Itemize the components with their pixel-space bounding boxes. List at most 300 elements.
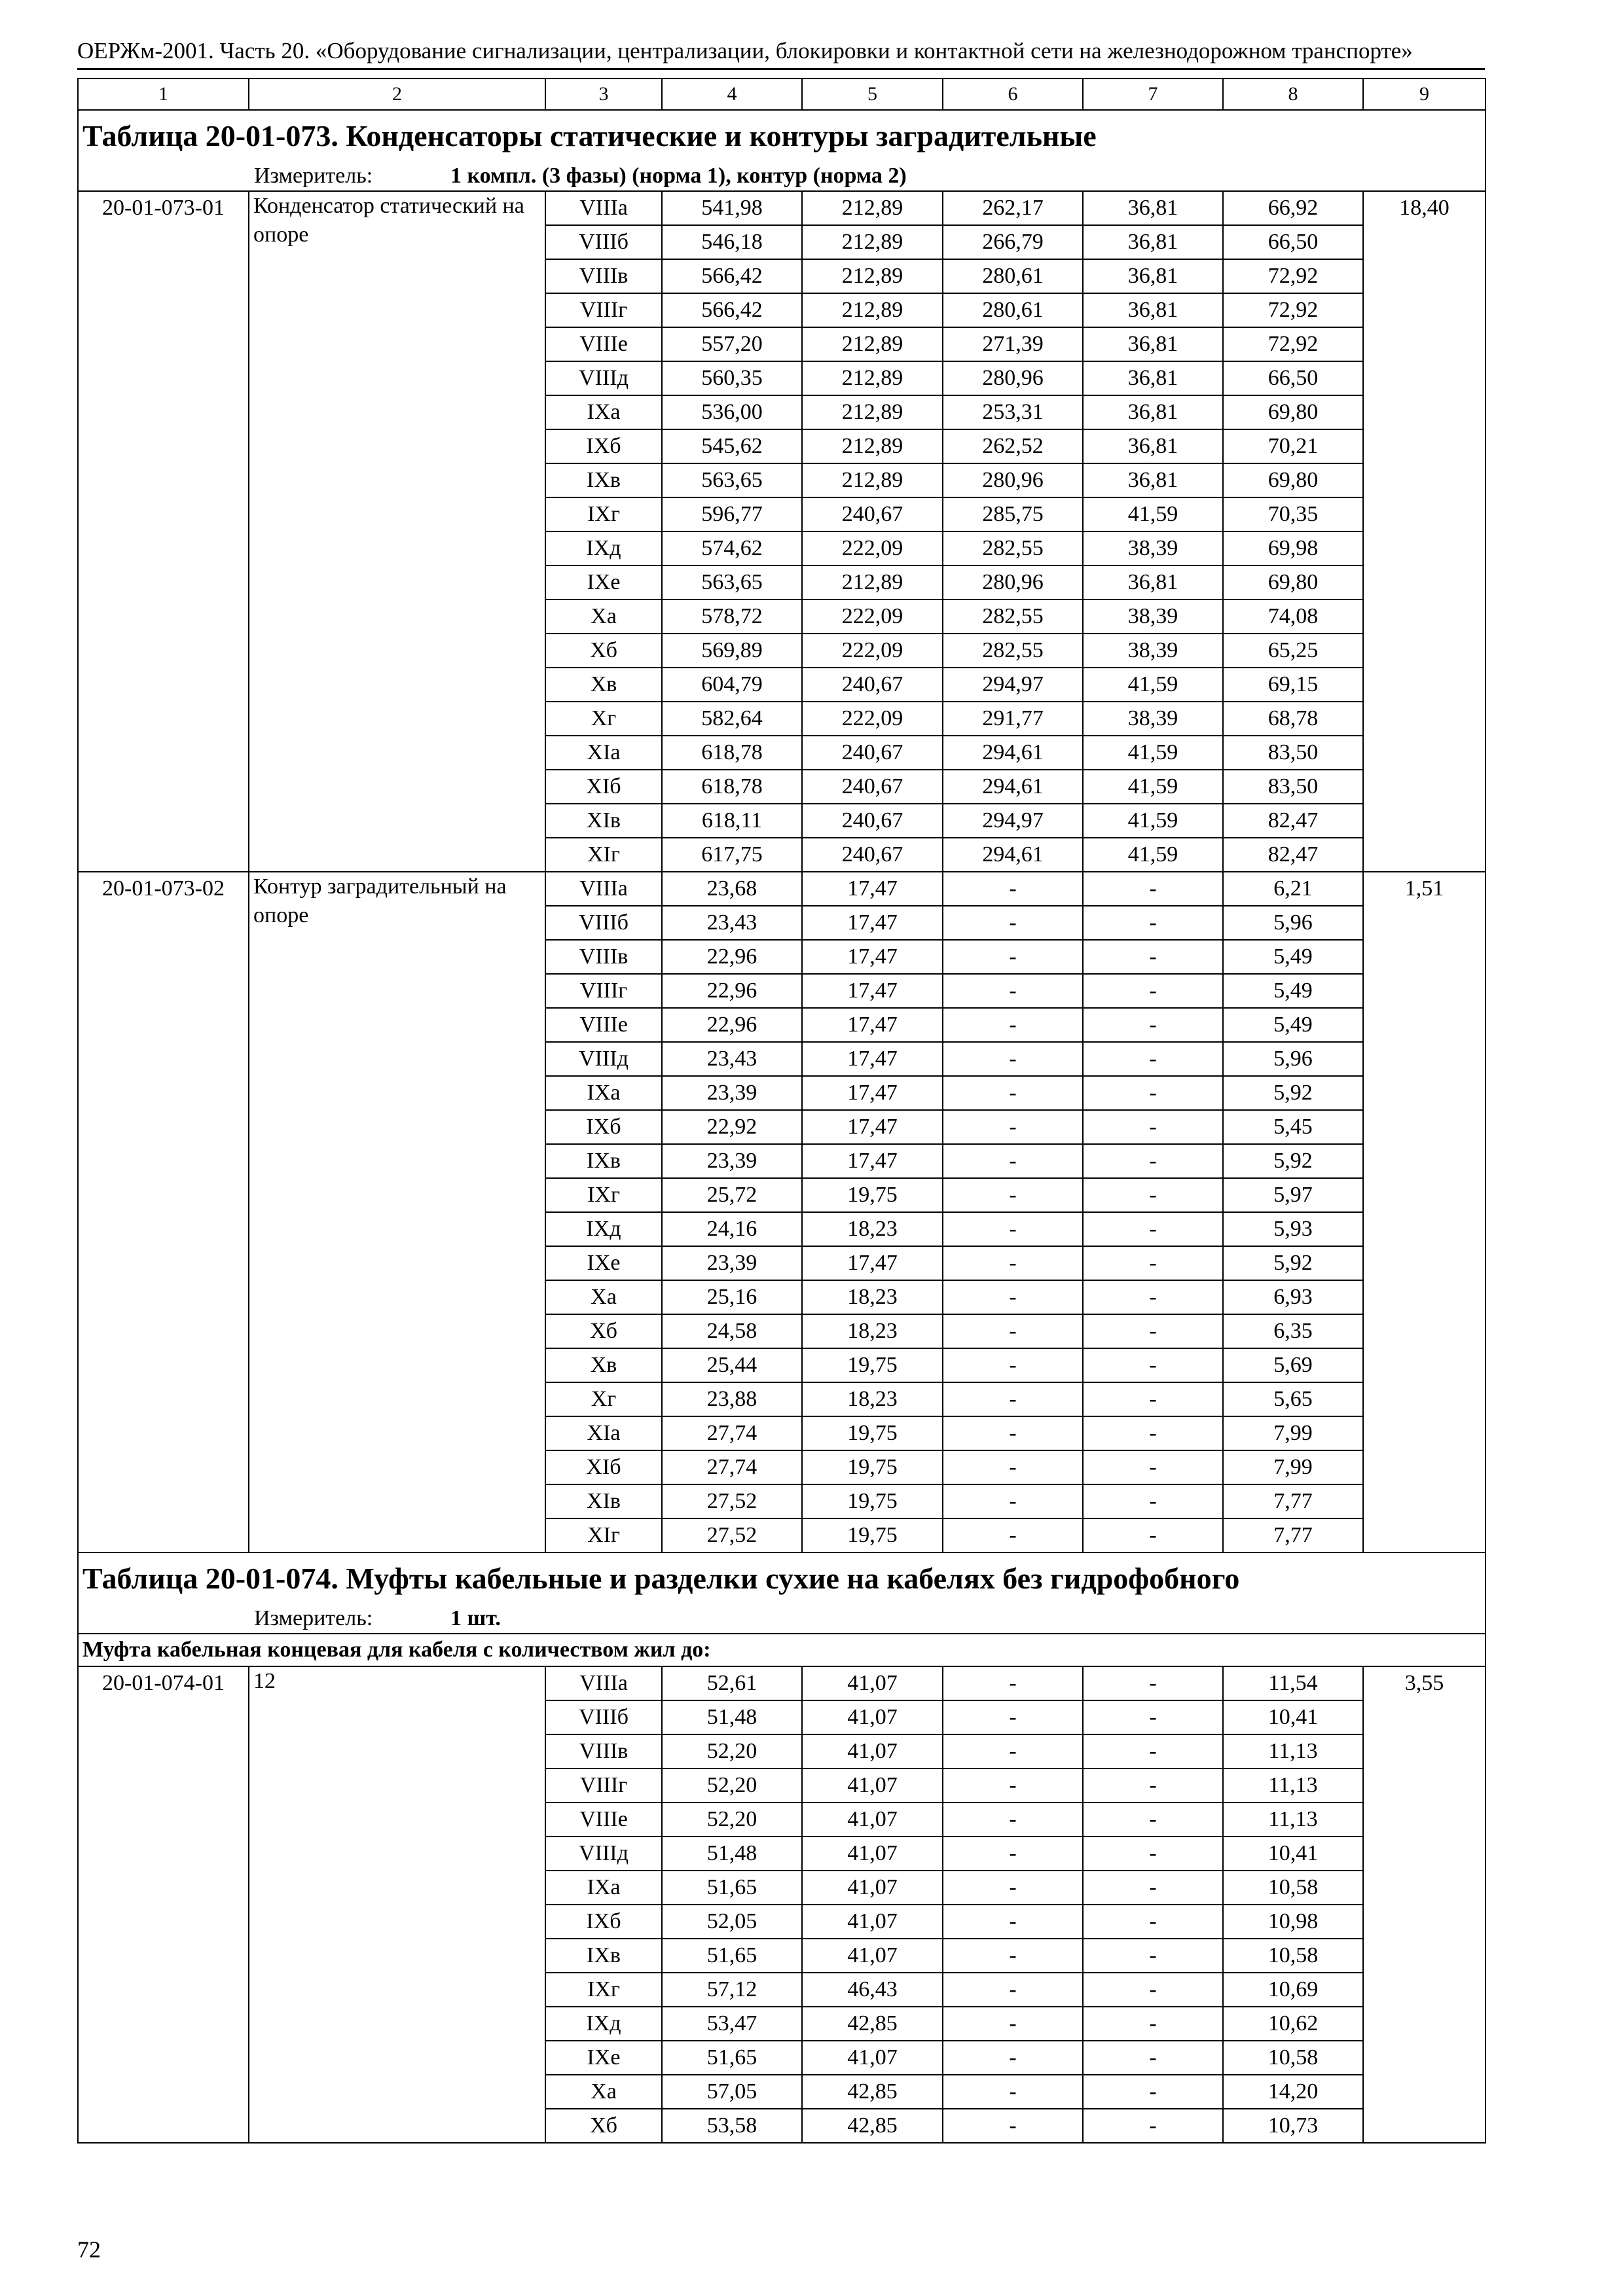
price-value: 17,47 [802, 1076, 943, 1110]
price-value: 24,58 [662, 1314, 802, 1348]
price-value: - [1083, 2109, 1223, 2143]
price-value: 42,85 [802, 2109, 943, 2143]
price-value: 569,89 [662, 634, 802, 668]
table-row [78, 872, 1486, 906]
price-value: - [943, 1314, 1083, 1348]
price-value: 17,47 [802, 1246, 943, 1280]
price-table [77, 78, 1486, 2144]
price-value: - [943, 1246, 1083, 1280]
region-code: IXд [545, 1212, 662, 1246]
price-value: 18,23 [802, 1314, 943, 1348]
region-code: VIIIе [545, 327, 662, 361]
price-value: 280,61 [943, 259, 1083, 293]
price-value: 72,92 [1223, 259, 1363, 293]
price-value: 36,81 [1083, 225, 1223, 259]
price-value: 17,47 [802, 906, 943, 940]
price-value: 82,47 [1223, 838, 1363, 872]
price-value: - [943, 1076, 1083, 1110]
price-value: 282,55 [943, 531, 1083, 565]
price-value: 41,07 [802, 1939, 943, 1973]
price-value: 83,50 [1223, 736, 1363, 770]
price-value: 38,39 [1083, 531, 1223, 565]
price-value: - [943, 1348, 1083, 1382]
table-title: Таблица 20-01-074. Муфты кабельные и разделки сухие на кабелях без гидрофобного [78, 1552, 1486, 1604]
region-code: Xв [545, 1348, 662, 1382]
price-value: 5,49 [1223, 1008, 1363, 1042]
price-value: 69,80 [1223, 463, 1363, 497]
price-value: 23,88 [662, 1382, 802, 1416]
price-value: 11,13 [1223, 1803, 1363, 1837]
price-value: 222,09 [802, 531, 943, 565]
price-value: 52,05 [662, 1905, 802, 1939]
region-code: XIа [545, 1416, 662, 1450]
price-value: 69,15 [1223, 668, 1363, 702]
price-value: 10,62 [1223, 2007, 1363, 2041]
price-value: - [943, 1871, 1083, 1905]
price-value: 42,85 [802, 2075, 943, 2109]
price-value: 212,89 [802, 565, 943, 600]
price-value: - [943, 2075, 1083, 2109]
region-code: IXг [545, 1178, 662, 1212]
price-value: 7,77 [1223, 1518, 1363, 1552]
table-row [78, 1666, 1486, 1700]
price-value: 10,41 [1223, 1700, 1363, 1734]
measure-cell [78, 1604, 1486, 1634]
region-code: Xв [545, 668, 662, 702]
price-value: 82,47 [1223, 804, 1363, 838]
region-code: VIIIе [545, 1803, 662, 1837]
column-number: 7 [1083, 79, 1223, 110]
price-value: - [1083, 2041, 1223, 2075]
price-value: - [943, 1280, 1083, 1314]
measure-value: 1 шт. [450, 1606, 501, 1630]
price-value: 65,25 [1223, 634, 1363, 668]
price-value: - [1083, 1973, 1223, 2007]
price-value: - [1083, 1110, 1223, 1144]
price-value: - [1083, 1348, 1223, 1382]
region-code: VIIIг [545, 1768, 662, 1803]
price-value: 53,47 [662, 2007, 802, 2041]
region-code: IXб [545, 1905, 662, 1939]
item-code: 20-01-073-02 [78, 872, 249, 1552]
price-value: 23,39 [662, 1246, 802, 1280]
price-value: - [943, 1973, 1083, 2007]
price-value: - [1083, 1314, 1223, 1348]
region-code: IXа [545, 1871, 662, 1905]
price-value: 10,58 [1223, 1871, 1363, 1905]
price-value: 294,61 [943, 838, 1083, 872]
price-value: 68,78 [1223, 702, 1363, 736]
price-value: 5,92 [1223, 1144, 1363, 1178]
running-header: ОЕРЖм-2001. Часть 20. «Оборудование сигнализации, централизации, блокировки и контактной сети на железнодорожном транспорте» [77, 38, 1413, 63]
measure-row [78, 162, 1486, 191]
region-code: XIв [545, 804, 662, 838]
price-value: 18,23 [802, 1212, 943, 1246]
subheading: Муфта кабельная концевая для кабеля с количеством жил до: [78, 1634, 1486, 1666]
price-value: 212,89 [802, 463, 943, 497]
price-value: - [943, 2109, 1083, 2143]
price-value: - [1083, 1700, 1223, 1734]
region-code: VIIIг [545, 293, 662, 327]
price-value: 41,07 [802, 1803, 943, 1837]
price-value: 17,47 [802, 872, 943, 906]
table-row [78, 191, 1486, 225]
price-value: 19,75 [802, 1518, 943, 1552]
price-value: 23,39 [662, 1076, 802, 1110]
price-value: 566,42 [662, 259, 802, 293]
price-value: 240,67 [802, 838, 943, 872]
price-value: 70,21 [1223, 429, 1363, 463]
region-code: IXд [545, 2007, 662, 2041]
price-value: 285,75 [943, 497, 1083, 531]
region-code: IXа [545, 395, 662, 429]
column-number: 8 [1223, 79, 1363, 110]
price-value: 69,98 [1223, 531, 1363, 565]
region-code: VIIIе [545, 1008, 662, 1042]
price-value: 41,59 [1083, 668, 1223, 702]
region-code: IXа [545, 1076, 662, 1110]
price-value: 212,89 [802, 395, 943, 429]
price-value: 5,65 [1223, 1382, 1363, 1416]
price-value: 38,39 [1083, 634, 1223, 668]
region-code: VIIIд [545, 1042, 662, 1076]
price-value: 222,09 [802, 634, 943, 668]
price-value: 25,16 [662, 1280, 802, 1314]
price-value: 10,58 [1223, 2041, 1363, 2075]
price-value: - [1083, 1484, 1223, 1518]
price-value: 240,67 [802, 736, 943, 770]
price-value: 36,81 [1083, 429, 1223, 463]
price-value: 17,47 [802, 1144, 943, 1178]
region-code: Xг [545, 702, 662, 736]
price-value: - [943, 1768, 1083, 1803]
price-value: 24,16 [662, 1212, 802, 1246]
price-value: 294,97 [943, 804, 1083, 838]
price-value: 27,74 [662, 1416, 802, 1450]
labor-rate: 1,51 [1363, 872, 1486, 1552]
price-value: 41,59 [1083, 736, 1223, 770]
price-value: 545,62 [662, 429, 802, 463]
price-value: - [1083, 1871, 1223, 1905]
price-value: - [943, 1042, 1083, 1076]
region-code: IXг [545, 1973, 662, 2007]
price-value: 57,05 [662, 2075, 802, 2109]
price-table-body [78, 79, 1486, 2143]
price-value: 69,80 [1223, 395, 1363, 429]
price-value: - [943, 1905, 1083, 1939]
table-title: Таблица 20-01-073. Конденсаторы статические и контуры заградительные [78, 110, 1486, 162]
price-value: 262,17 [943, 191, 1083, 225]
region-code: IXе [545, 2041, 662, 2075]
price-value: - [943, 1518, 1083, 1552]
price-value: 536,00 [662, 395, 802, 429]
column-number: 4 [662, 79, 802, 110]
price-value: 563,65 [662, 565, 802, 600]
region-code: IXб [545, 1110, 662, 1144]
price-value: 280,96 [943, 565, 1083, 600]
price-value: - [943, 1803, 1083, 1837]
price-value: 563,65 [662, 463, 802, 497]
price-value: - [1083, 1212, 1223, 1246]
price-value: 541,98 [662, 191, 802, 225]
price-value: 17,47 [802, 1110, 943, 1144]
price-value: 19,75 [802, 1178, 943, 1212]
price-value: - [1083, 872, 1223, 906]
price-value: 41,59 [1083, 497, 1223, 531]
price-value: - [943, 1837, 1083, 1871]
price-value: 27,74 [662, 1450, 802, 1484]
region-code: XIг [545, 1518, 662, 1552]
price-value: 52,20 [662, 1734, 802, 1768]
price-value: - [943, 906, 1083, 940]
region-code: IXв [545, 463, 662, 497]
item-name: Конденсатор статический на опоре [249, 191, 545, 872]
column-number: 2 [249, 79, 545, 110]
price-value: 618,78 [662, 736, 802, 770]
price-value: - [1083, 1246, 1223, 1280]
measure-cell [78, 162, 1486, 191]
price-value: 36,81 [1083, 293, 1223, 327]
price-value: 240,67 [802, 497, 943, 531]
price-value: 5,92 [1223, 1246, 1363, 1280]
price-value: 83,50 [1223, 770, 1363, 804]
price-value: 41,59 [1083, 838, 1223, 872]
price-value: 7,77 [1223, 1484, 1363, 1518]
price-value: 66,92 [1223, 191, 1363, 225]
price-value: 19,75 [802, 1450, 943, 1484]
region-code: XIб [545, 1450, 662, 1484]
price-value: - [1083, 940, 1223, 974]
price-value: - [1083, 1416, 1223, 1450]
region-code: VIIIа [545, 191, 662, 225]
price-value: 596,77 [662, 497, 802, 531]
column-number-row [78, 79, 1486, 110]
price-value: 212,89 [802, 327, 943, 361]
column-number: 3 [545, 79, 662, 110]
price-value: 5,96 [1223, 1042, 1363, 1076]
price-value: 6,35 [1223, 1314, 1363, 1348]
price-value: - [943, 974, 1083, 1008]
price-value: - [1083, 2075, 1223, 2109]
price-value: - [1083, 1734, 1223, 1768]
price-value: 41,07 [802, 1700, 943, 1734]
region-code: IXг [545, 497, 662, 531]
price-value: 66,50 [1223, 225, 1363, 259]
price-value: 69,80 [1223, 565, 1363, 600]
measure-row [78, 1604, 1486, 1634]
price-value: 240,67 [802, 668, 943, 702]
region-code: IXе [545, 1246, 662, 1280]
price-value: 41,07 [802, 1768, 943, 1803]
price-value: 10,41 [1223, 1837, 1363, 1871]
price-value: 51,65 [662, 1939, 802, 1973]
price-value: 23,43 [662, 906, 802, 940]
region-code: VIIIа [545, 872, 662, 906]
price-value: - [1083, 2007, 1223, 2041]
region-code: Xг [545, 1382, 662, 1416]
region-code: Xб [545, 634, 662, 668]
region-code: XIб [545, 770, 662, 804]
price-value: 23,68 [662, 872, 802, 906]
price-value: 41,59 [1083, 770, 1223, 804]
price-value: 280,61 [943, 293, 1083, 327]
price-value: 5,92 [1223, 1076, 1363, 1110]
header-rule [77, 68, 1485, 70]
price-value: 617,75 [662, 838, 802, 872]
price-value: - [943, 1450, 1083, 1484]
price-value: 57,12 [662, 1973, 802, 2007]
price-value: 51,65 [662, 1871, 802, 1905]
price-value: 19,75 [802, 1348, 943, 1382]
region-code: IXв [545, 1939, 662, 1973]
region-code: XIв [545, 1484, 662, 1518]
column-number: 6 [943, 79, 1083, 110]
region-code: IXд [545, 531, 662, 565]
price-value: 41,07 [802, 1837, 943, 1871]
price-value: 212,89 [802, 361, 943, 395]
region-code: VIIIд [545, 361, 662, 395]
price-value: - [1083, 1178, 1223, 1212]
region-code: Xа [545, 2075, 662, 2109]
price-value: 7,99 [1223, 1416, 1363, 1450]
price-value: 72,92 [1223, 327, 1363, 361]
price-value: 5,49 [1223, 974, 1363, 1008]
region-code: VIIIа [545, 1666, 662, 1700]
price-value: 18,23 [802, 1382, 943, 1416]
price-value: - [943, 1382, 1083, 1416]
measure-label: Измеритель: [254, 164, 373, 188]
price-value: - [943, 1700, 1083, 1734]
price-value: 38,39 [1083, 702, 1223, 736]
price-value: 271,39 [943, 327, 1083, 361]
price-value: 11,54 [1223, 1666, 1363, 1700]
price-value: - [943, 1212, 1083, 1246]
price-value: 41,59 [1083, 804, 1223, 838]
price-value: 294,61 [943, 736, 1083, 770]
price-value: 618,78 [662, 770, 802, 804]
region-code: Xб [545, 1314, 662, 1348]
price-value: - [943, 1734, 1083, 1768]
price-value: - [943, 1939, 1083, 1973]
price-value: 41,07 [802, 1871, 943, 1905]
price-value: - [1083, 1837, 1223, 1871]
price-value: 41,07 [802, 1734, 943, 1768]
price-value: 6,93 [1223, 1280, 1363, 1314]
price-value: 10,73 [1223, 2109, 1363, 2143]
price-value: 11,13 [1223, 1768, 1363, 1803]
price-value: 240,67 [802, 770, 943, 804]
subheading-row [78, 1634, 1486, 1666]
price-value: 291,77 [943, 702, 1083, 736]
region-code: Xа [545, 600, 662, 634]
price-value: 262,52 [943, 429, 1083, 463]
price-value: 41,07 [802, 2041, 943, 2075]
item-name: Контур заградительный на опоре [249, 872, 545, 1552]
price-value: - [943, 2007, 1083, 2041]
price-value: 557,20 [662, 327, 802, 361]
price-value: 41,07 [802, 1905, 943, 1939]
price-value: 294,61 [943, 770, 1083, 804]
column-number: 1 [78, 79, 249, 110]
price-value: 10,98 [1223, 1905, 1363, 1939]
price-value: - [1083, 1144, 1223, 1178]
price-value: - [1083, 974, 1223, 1008]
price-value: 5,69 [1223, 1348, 1363, 1382]
price-value: 53,58 [662, 2109, 802, 2143]
price-value: 222,09 [802, 702, 943, 736]
price-value: 212,89 [802, 225, 943, 259]
price-value: 22,92 [662, 1110, 802, 1144]
price-value: 578,72 [662, 600, 802, 634]
price-value: 52,61 [662, 1666, 802, 1700]
region-code: VIIIв [545, 259, 662, 293]
price-value: 22,96 [662, 1008, 802, 1042]
price-value: 72,92 [1223, 293, 1363, 327]
price-value: 222,09 [802, 600, 943, 634]
price-value: 294,97 [943, 668, 1083, 702]
price-value: 280,96 [943, 361, 1083, 395]
price-value: 11,13 [1223, 1734, 1363, 1768]
item-code: 20-01-074-01 [78, 1666, 249, 2143]
region-code: IXв [545, 1144, 662, 1178]
price-value: 41,07 [802, 1666, 943, 1700]
region-code: XIг [545, 838, 662, 872]
price-value: 52,20 [662, 1768, 802, 1803]
price-value: - [943, 1144, 1083, 1178]
region-code: VIIIб [545, 1700, 662, 1734]
price-value: 212,89 [802, 429, 943, 463]
price-value: 18,23 [802, 1280, 943, 1314]
price-value: 17,47 [802, 1008, 943, 1042]
table-title-row [78, 110, 1486, 162]
price-value: - [1083, 1666, 1223, 1700]
price-value: - [1083, 906, 1223, 940]
item-code: 20-01-073-01 [78, 191, 249, 872]
price-value: - [943, 1008, 1083, 1042]
price-value: 7,99 [1223, 1450, 1363, 1484]
price-value: - [943, 872, 1083, 906]
price-value: - [1083, 1803, 1223, 1837]
price-value: 36,81 [1083, 463, 1223, 497]
price-value: - [943, 940, 1083, 974]
price-value: 5,45 [1223, 1110, 1363, 1144]
price-value: 282,55 [943, 634, 1083, 668]
region-code: XIа [545, 736, 662, 770]
price-value: 19,75 [802, 1416, 943, 1450]
price-value: 17,47 [802, 974, 943, 1008]
price-value: 19,75 [802, 1484, 943, 1518]
price-value: 266,79 [943, 225, 1083, 259]
price-value: 36,81 [1083, 191, 1223, 225]
price-value: 27,52 [662, 1518, 802, 1552]
price-value: 66,50 [1223, 361, 1363, 395]
price-value: - [1083, 1939, 1223, 1973]
price-value: 22,96 [662, 940, 802, 974]
region-code: IXе [545, 565, 662, 600]
region-code: VIIIд [545, 1837, 662, 1871]
price-value: - [943, 1416, 1083, 1450]
price-value: - [1083, 1450, 1223, 1484]
price-value: 51,65 [662, 2041, 802, 2075]
price-value: - [943, 1666, 1083, 1700]
region-code: VIIIб [545, 225, 662, 259]
price-value: 36,81 [1083, 361, 1223, 395]
price-value: 240,67 [802, 804, 943, 838]
price-value: - [1083, 1382, 1223, 1416]
price-value: 280,96 [943, 463, 1083, 497]
labor-rate: 18,40 [1363, 191, 1486, 872]
price-value: 46,43 [802, 1973, 943, 2007]
